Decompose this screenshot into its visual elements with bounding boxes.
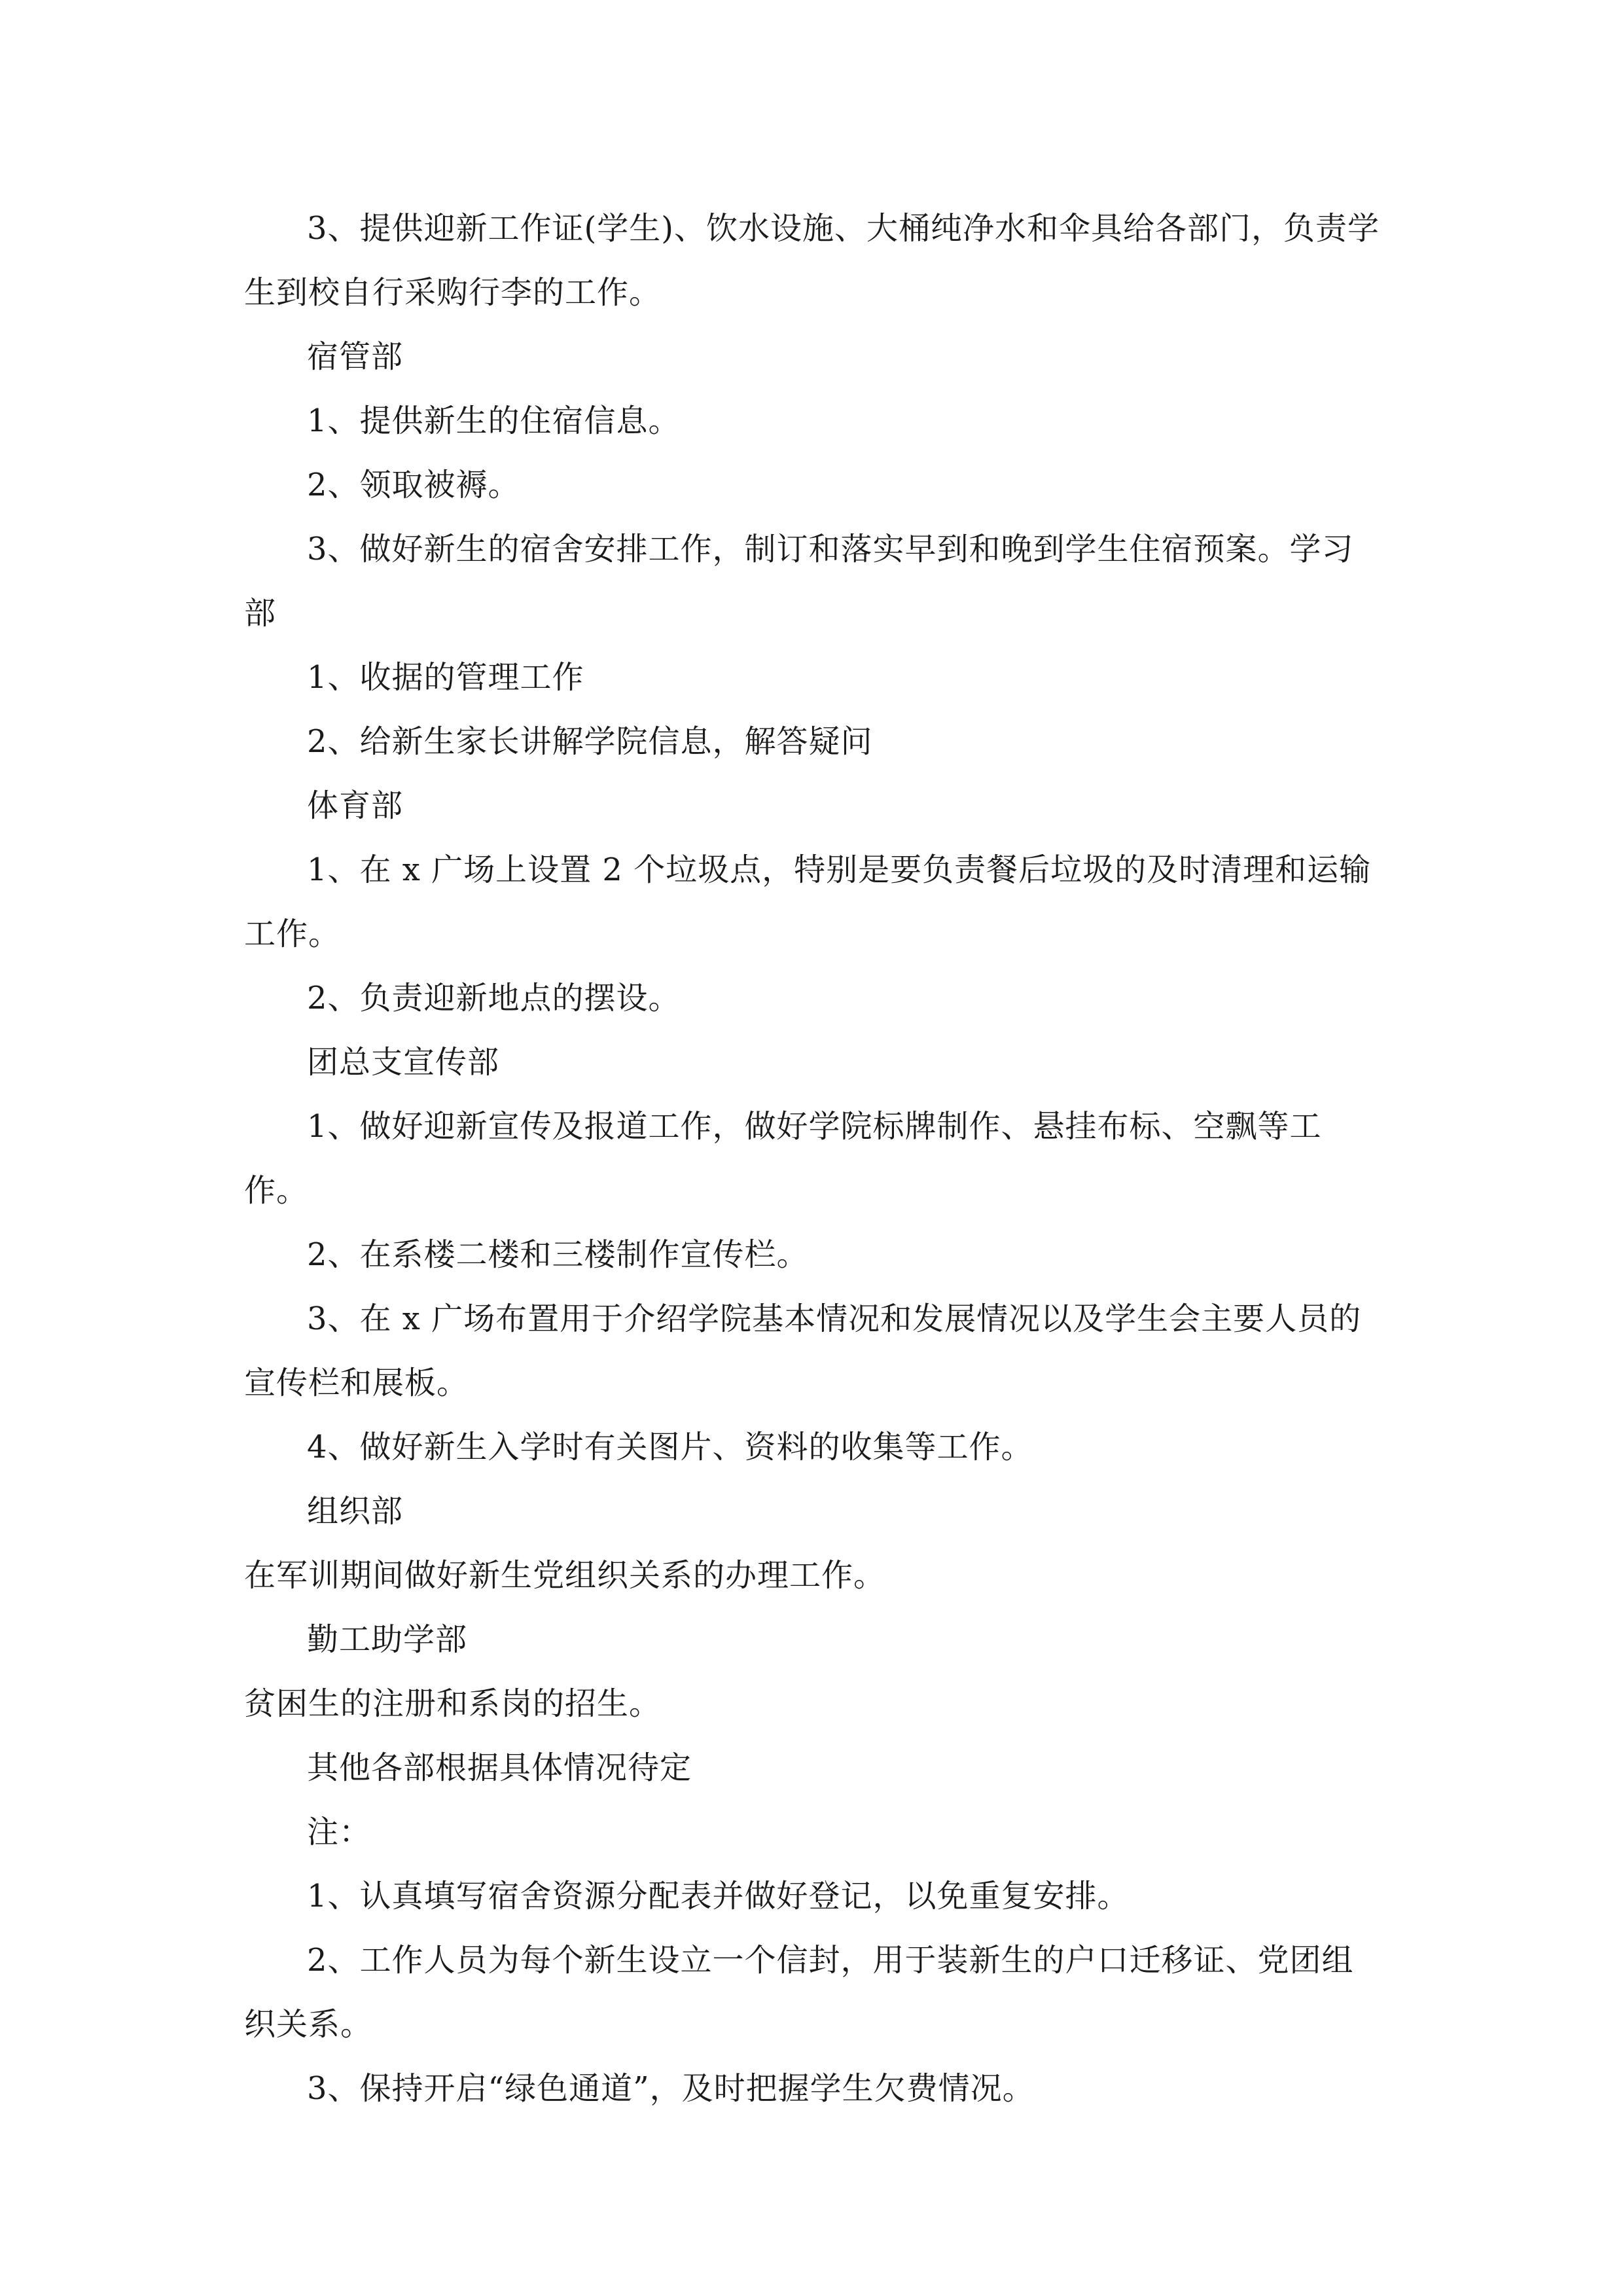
section-heading-dormitory: 宿管部 [307,338,404,375]
section-heading-organization: 组织部 [307,1493,404,1530]
paragraph: 3、提供迎新工作证(学生)、饮水设施、大桶纯净水和伞具给各部门，负责学生到校自行采购行李的工作。 [244,210,1380,311]
paragraph: 2、负责迎新地点的摆设。 [307,980,681,1016]
paragraph: 3、在 x 广场布置用于介绍学院基本情况和发展情况以及学生会主要人员的宣传栏和展板。 [244,1300,1362,1401]
paragraph: 1、提供新生的住宿信息。 [307,403,681,439]
paragraph: 4、做好新生入学时有关图片、资料的收集等工作。 [307,1429,1033,1465]
paragraph: 2、在系楼二楼和三楼制作宣传栏。 [307,1236,809,1273]
note-item: 1、认真填写宿舍资源分配表并做好登记，以免重复安排。 [307,1878,1130,1914]
section-heading-publicity: 团总支宣传部 [307,1044,500,1081]
paragraph: 2、给新生家长讲解学院信息，解答疑问 [307,723,873,760]
section-heading-sports: 体育部 [307,787,404,824]
document-body [244,196,1383,2121]
paragraph: 1、做好迎新宣传及报道工作，做好学院标牌制作、悬挂布标、空飘等工作。 [244,1108,1322,1209]
paragraph: 2、领取被褥。 [307,467,520,503]
paragraph: 贫困生的注册和系岗的招生。 [244,1685,662,1722]
note-item: 2、工作人员为每个新生设立一个信封，用于装新生的户口迁移证、党团组织关系。 [244,1942,1354,2043]
section-heading-work-study: 勤工助学部 [307,1621,468,1658]
paragraph: 1、收据的管理工作 [307,659,584,696]
paragraph: 在军训期间做好新生党组织关系的办理工作。 [244,1557,886,1594]
paragraph: 其他各部根据具体情况待定 [307,1749,692,1786]
paragraph: 3、做好新生的宿舍安排工作，制订和落实早到和晚到学生住宿预案。学习部 [244,531,1354,632]
note-item: 3、保持开启“绿色通道”，及时把握学生欠费情况。 [307,2070,1035,2107]
notes-heading: 注： [307,1814,372,1850]
paragraph: 1、在 x 广场上设置 2 个垃圾点，特别是要负责餐后垃圾的及时清理和运输工作。 [244,852,1372,952]
